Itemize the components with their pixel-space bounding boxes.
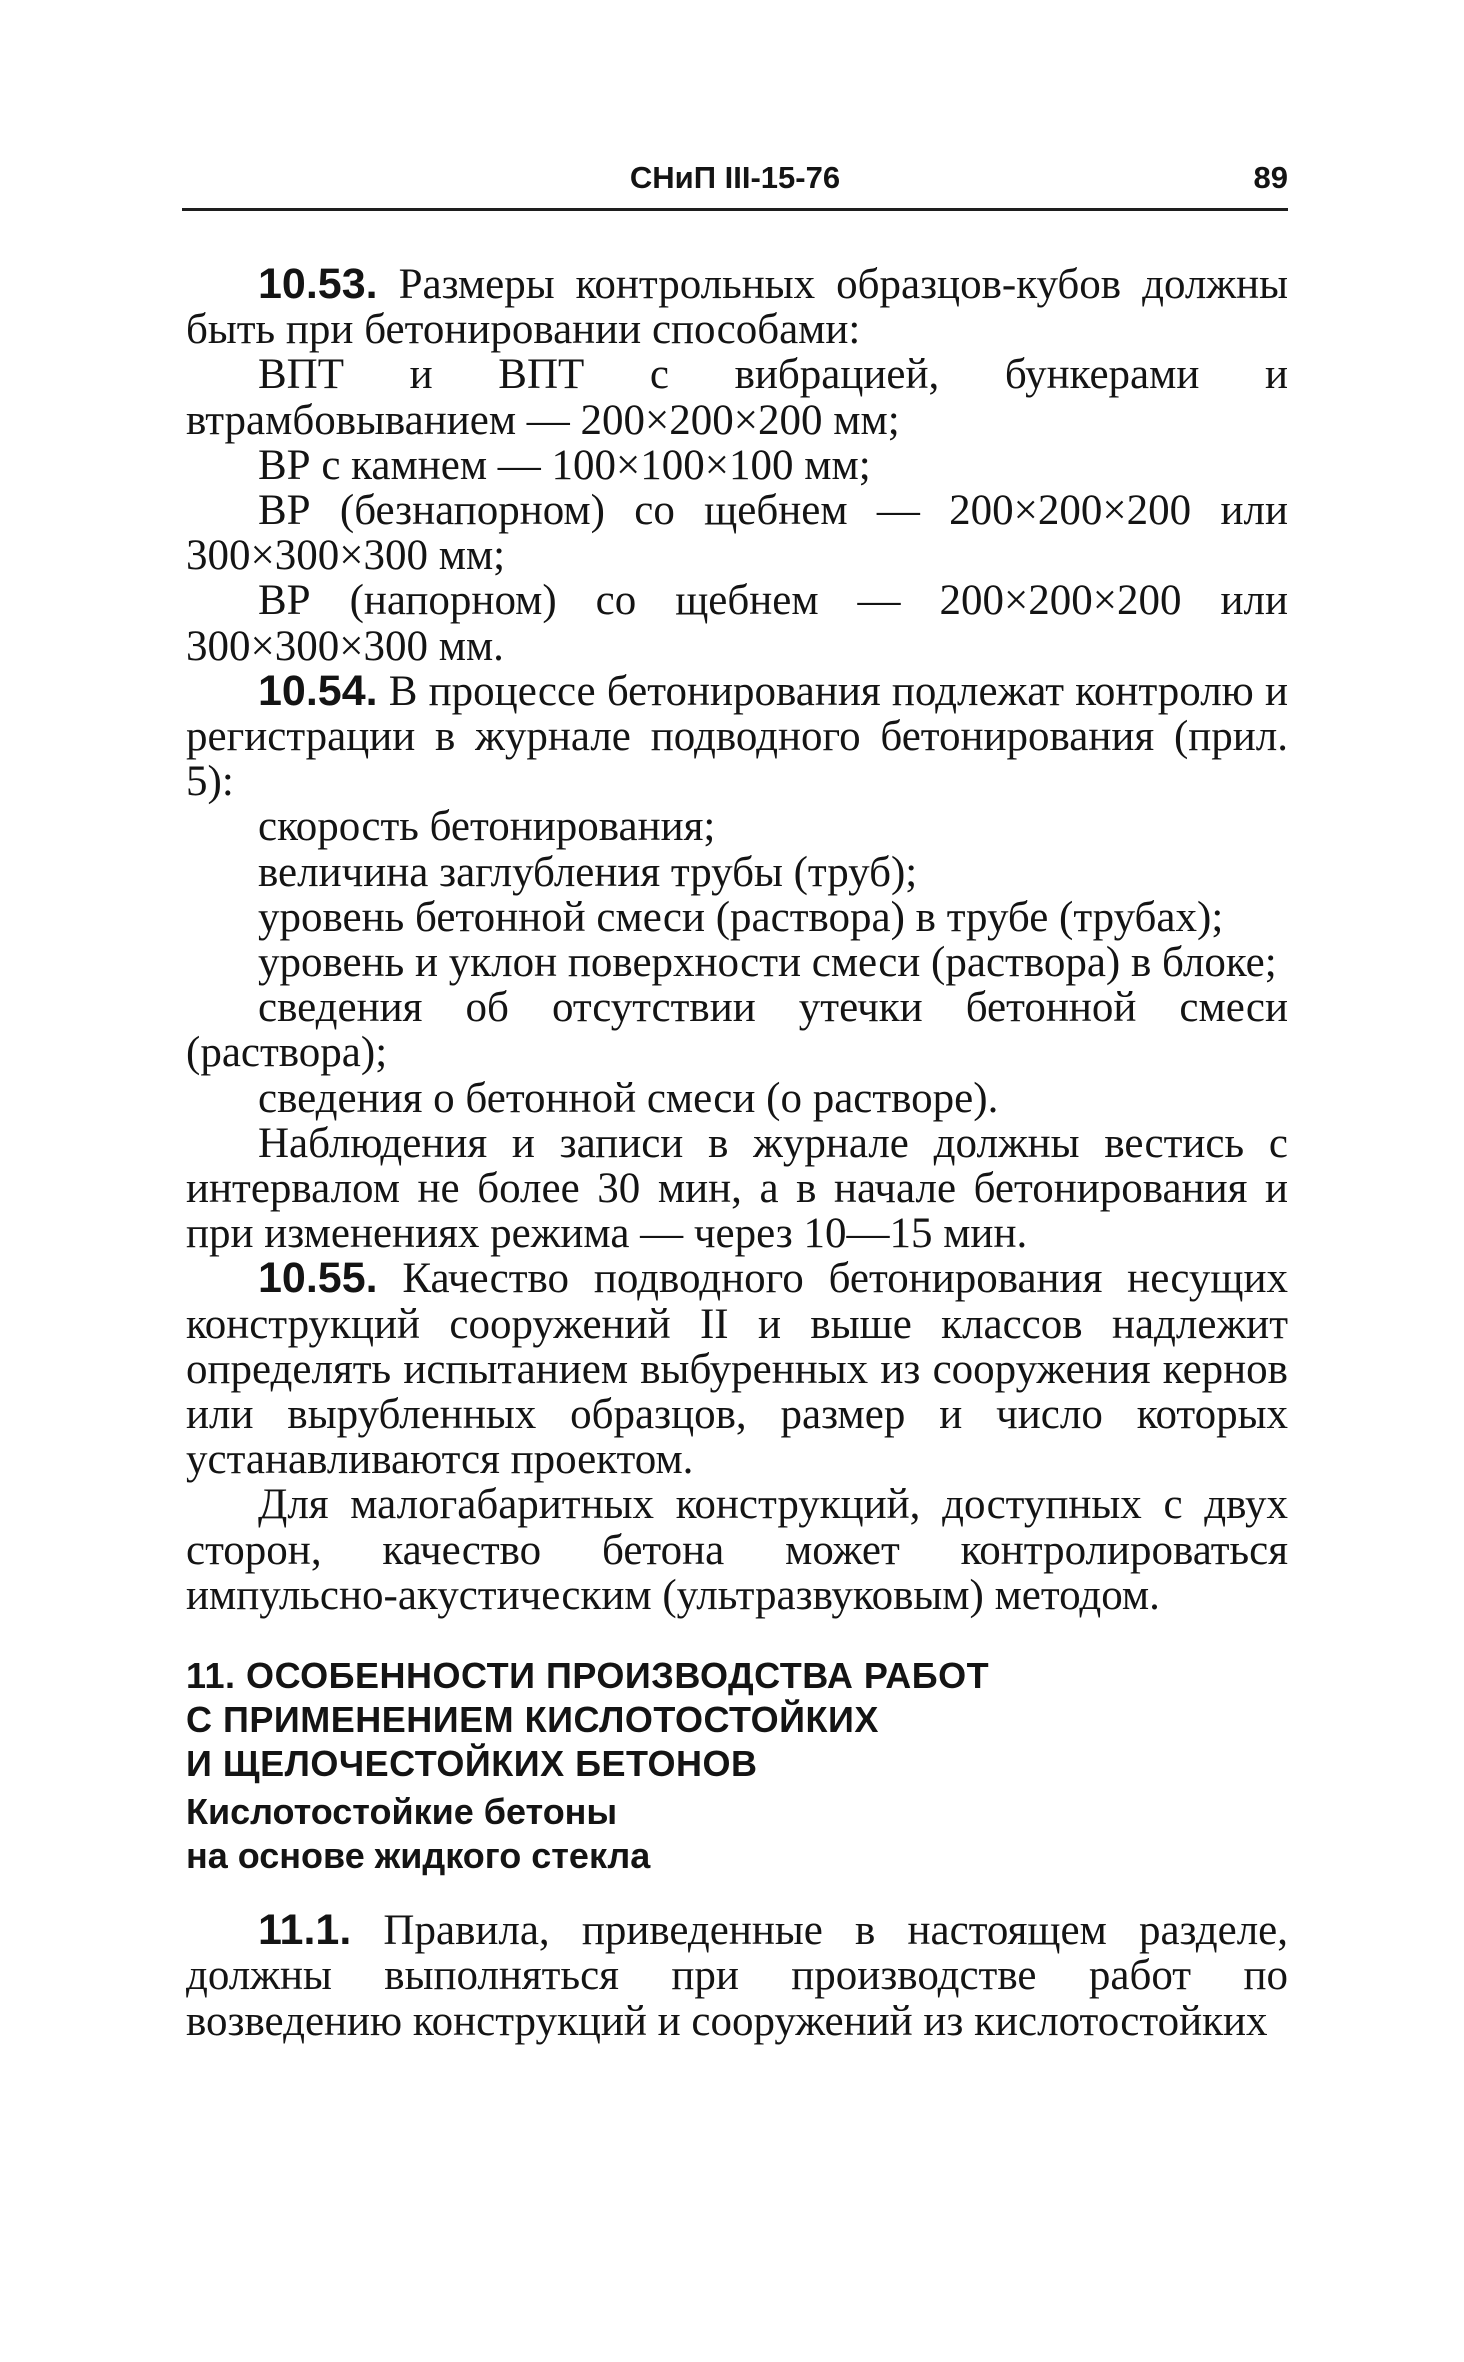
section-heading-line: И ЩЕЛОЧЕСТОЙКИХ БЕТОНОВ (186, 1743, 758, 1785)
paragraph-text: Правила, приведенные в настоящем разделе, должны выполняться при производстве работ по возведению конструкций и сооружений из кислотостойких (186, 1907, 1288, 2045)
body-text (186, 262, 1288, 2044)
paragraph: Наблюдения и записи в журнале должны вестись с интервалом не более 30 мин, а в начале бетонирования и при изменениях режима — через 10—15 мин. (186, 1119, 1288, 1258)
subsection-heading (186, 1790, 1288, 1878)
section-heading (186, 1654, 1288, 1786)
header-rule (182, 208, 1288, 211)
list-item: ВР (напорном) со щебнем — 200×200×200 или 300×300×300 мм. (186, 577, 1288, 670)
section-heading-line: С ПРИМЕНЕНИЕМ КИСЛОТОСТОЙКИХ (186, 1699, 879, 1741)
page-number: 89 (1253, 160, 1288, 195)
list-item: сведения о бетонной смеси (о растворе). (258, 1074, 999, 1122)
clause-number: 10.55. (258, 1254, 378, 1303)
paragraph-text: Качество подводного бетонирования несущих конструкций сооружений II и выше классов надлежит определять испытанием выбуренных из сооружения кернов или вырубленных образцов, размер и число которых устанавливаются проектом. (186, 1255, 1288, 1484)
list-item: сведения об отсутствии утечки бетонной смеси (раствора); (186, 984, 1288, 1077)
subsection-heading-line: Кислотостойкие бетоны (186, 1791, 618, 1833)
list-item: ВПТ и ВПТ с вибрацией, бункерами и втрамбовыванием — 200×200×200 мм; (186, 351, 1288, 444)
clause-number: 11.1. (258, 1906, 352, 1955)
paragraph-text: В процессе бетонирования подлежат контролю и регистрации в журнале подводного бетонирования (прил. 5): (186, 667, 1288, 806)
list-item: ВР (безнапорном) со щебнем — 200×200×200 или 300×300×300 мм; (186, 487, 1288, 580)
list-item: величина заглубления трубы (труб); (258, 848, 918, 896)
list-item: уровень бетонной смеси (раствора) в трубе (трубах); (258, 893, 1224, 941)
running-header (182, 160, 1288, 200)
subsection-heading-line: на основе жидкого стекла (186, 1835, 651, 1877)
list-item: скорость бетонирования; (258, 803, 716, 851)
section-heading-line: 11. ОСОБЕННОСТИ ПРОИЗВОДСТВА РАБОТ (186, 1655, 990, 1697)
paragraph-10-55 (186, 1256, 1288, 1482)
list-item: ВР с камнем — 100×100×100 мм; (258, 441, 871, 489)
paragraph-10-54 (186, 666, 1288, 806)
clause-number: 10.54. (258, 666, 378, 715)
paragraph-11-1 (186, 1908, 1288, 2044)
paragraph: Для малогабаритных конструкций, доступных с двух сторон, качество бетона может контролироваться импульсно-акустическим (ультразвуковым) методом. (186, 1481, 1288, 1619)
clause-number: 10.53. (258, 260, 378, 308)
list-item: уровень и уклон поверхности смеси (раствора) в блоке; (258, 939, 1277, 987)
document-code: СНиП III-15-76 (629, 160, 841, 195)
paragraph-text: Размеры контрольных образцов-кубов должны быть при бетонировании способами: (186, 261, 1288, 354)
paragraph-10-53 (186, 262, 1288, 352)
